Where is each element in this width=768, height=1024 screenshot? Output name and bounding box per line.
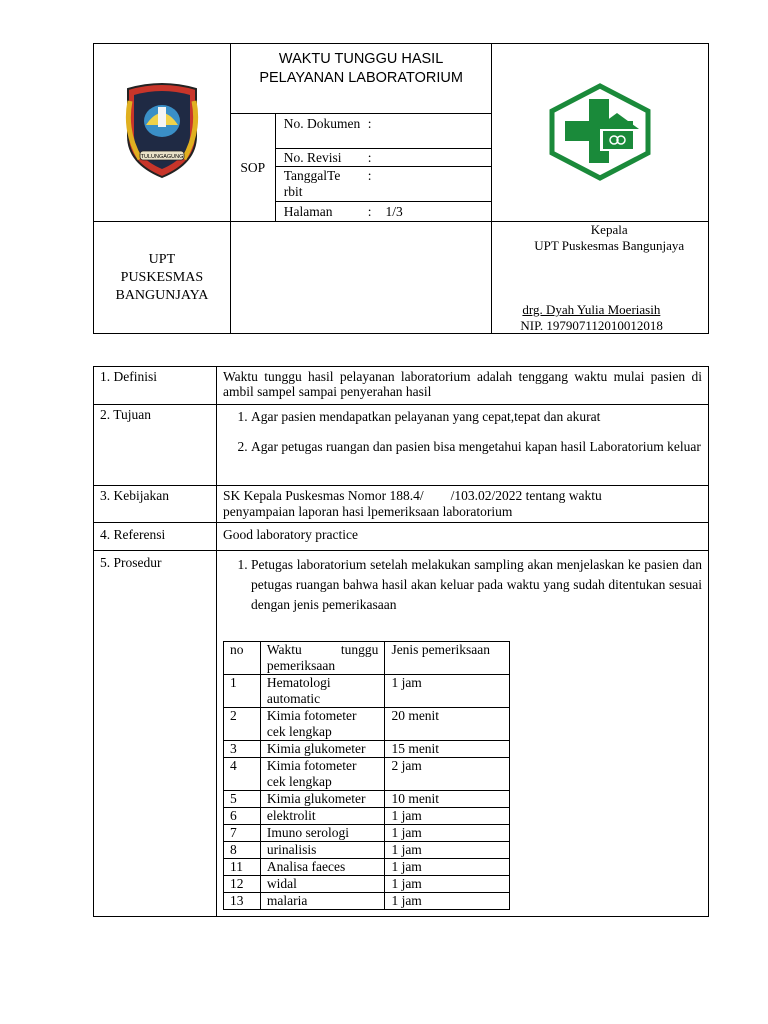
referensi-label: 4. Referensi [94, 523, 217, 551]
row-no: 1 [224, 675, 261, 708]
tujuan-list-cell [217, 405, 709, 486]
sign-title-2: UPT Puskesmas Bangunjaya [534, 238, 685, 253]
row-no: 6 [224, 808, 261, 825]
row-no: 5 [224, 791, 261, 808]
document-title [230, 44, 492, 114]
kebijakan-line-2: penyampaian laporan hasi lpemeriksaan laboratorium [223, 504, 513, 519]
org-line-3: BANGUNJAYA [115, 287, 209, 303]
wait-time-table [223, 641, 510, 910]
meta-page [275, 202, 492, 222]
meta-doc-number [275, 114, 492, 149]
regency-crest-icon [120, 81, 204, 181]
kebijakan-line-1: SK Kepala Puskesmas Nomor 188.4/ /103.02/2022 tentang waktu [223, 488, 602, 503]
tujuan-item: 2. Agar petugas ruangan dan pasien bisa mengetahui kapan hasil Laboratorium keluar [251, 437, 702, 457]
meta-label: Halaman [283, 204, 333, 219]
row-test: Kimia fotometer cek lengkap [260, 758, 385, 791]
wait-table-header [224, 642, 510, 675]
row-test: Imuno serologi [260, 825, 385, 842]
regency-logo-cell [94, 44, 231, 222]
row-test: widal [260, 876, 385, 893]
table-row [224, 876, 510, 893]
row-test: Analisa faeces [260, 859, 385, 876]
meta-value [372, 116, 380, 132]
row-no: 11 [224, 859, 261, 876]
puskesmas-logo-icon [545, 81, 655, 181]
meta-sep: : [367, 150, 372, 165]
row-test: Kimia glukometer [260, 791, 385, 808]
table-row [224, 708, 510, 741]
row-time: 10 menit [385, 791, 510, 808]
row-time: 1 jam [385, 825, 510, 842]
row-test: elektrolit [260, 808, 385, 825]
table-row [224, 808, 510, 825]
row-time: 1 jam [385, 876, 510, 893]
meta-sep: : [367, 116, 372, 131]
table-row [224, 741, 510, 758]
table-row [224, 893, 510, 910]
sign-name: drg. Dyah Yulia Moeriasih [522, 302, 661, 317]
prosedur-list [223, 555, 702, 615]
table-row [224, 842, 510, 859]
meta-label: No. Revisi [283, 150, 342, 165]
kebijakan-label: 3. Kebijakan [94, 486, 217, 523]
row-test: Hematologi automatic [260, 675, 385, 708]
tujuan-item: 1. Agar pasien mendapatkan pelayanan yang cepat,tepat dan akurat [251, 407, 702, 427]
kebijakan-text [217, 486, 709, 523]
org-line-1: UPT [148, 251, 176, 267]
referensi-text: Good laboratory practice [217, 523, 709, 551]
sign-title-1: Kepala [590, 222, 628, 237]
row-time: 1 jam [385, 893, 510, 910]
title-line-2: PELAYANAN LABORATORIUM [259, 70, 463, 86]
row-time: 15 menit [385, 741, 510, 758]
row-no: 13 [224, 893, 261, 910]
tujuan-label: 2. Tujuan [94, 405, 217, 486]
meta-value [372, 168, 380, 200]
meta-sep: : [367, 204, 372, 219]
row-test: malaria [260, 893, 385, 910]
row-no: 2 [224, 708, 261, 741]
row-test: urinalisis [260, 842, 385, 859]
logo-ribbon-text: TULUNGAGUNG [140, 153, 184, 160]
row-time: 1 jam [385, 808, 510, 825]
signature-block [492, 222, 709, 334]
sop-content-table [93, 366, 709, 917]
table-row [224, 859, 510, 876]
header-waktu: Waktu tunggu pemeriksaan [260, 642, 385, 675]
row-no: 8 [224, 842, 261, 859]
sop-label: SOP [230, 114, 275, 222]
row-no: 12 [224, 876, 261, 893]
row-test: Kimia fotometer cek lengkap [260, 708, 385, 741]
row-time: 2 jam [385, 758, 510, 791]
meta-sep: : [367, 168, 372, 183]
meta-value [372, 149, 380, 166]
puskesmas-logo-cell [492, 44, 709, 222]
meta-value: 1/3 [385, 204, 403, 219]
header-jenis: Jenis pemeriksaan [385, 642, 510, 675]
prosedur-item: 1. Petugas laboratorium setelah melakukan sampling akan menjelaskan ke pasien dan petugas ruangan bahwa hasil akan keluar pada waktu yang sudah ditentukan sesuai dengan jenis pemerikasaan [251, 555, 702, 615]
prosedur-cell [217, 551, 709, 917]
table-row [224, 825, 510, 842]
row-no: 4 [224, 758, 261, 791]
table-row [224, 758, 510, 791]
row-test: Kimia glukometer [260, 741, 385, 758]
header-no: no [224, 642, 261, 675]
organization-name [94, 222, 231, 334]
title-line-1: WAKTU TUNGGU HASIL [278, 51, 444, 67]
meta-issue-date [275, 167, 492, 202]
meta-label: TanggalTe rbit [283, 168, 341, 199]
table-row [224, 791, 510, 808]
row-time: 1 jam [385, 859, 510, 876]
org-line-2: PUSKESMAS [120, 269, 204, 285]
sop-header-table [93, 43, 709, 334]
table-row [224, 675, 510, 708]
row-time: 20 menit [385, 708, 510, 741]
sign-nip: NIP. 197907112010012018 [520, 318, 663, 333]
tujuan-list [223, 407, 702, 457]
row-time: 1 jam [385, 675, 510, 708]
row-no: 3 [224, 741, 261, 758]
blank-cell [230, 222, 492, 334]
definisi-label: 1. Definisi [94, 367, 217, 405]
row-no: 7 [224, 825, 261, 842]
meta-label: No. Dokumen [283, 116, 361, 131]
meta-revision [275, 149, 492, 167]
prosedur-label: 5. Prosedur [94, 551, 217, 917]
row-time: 1 jam [385, 842, 510, 859]
definisi-text: Waktu tunggu hasil pelayanan laboratorium adalah tenggang waktu mulai pasien di ambil sampel sampai penyerahan hasil [217, 367, 709, 405]
